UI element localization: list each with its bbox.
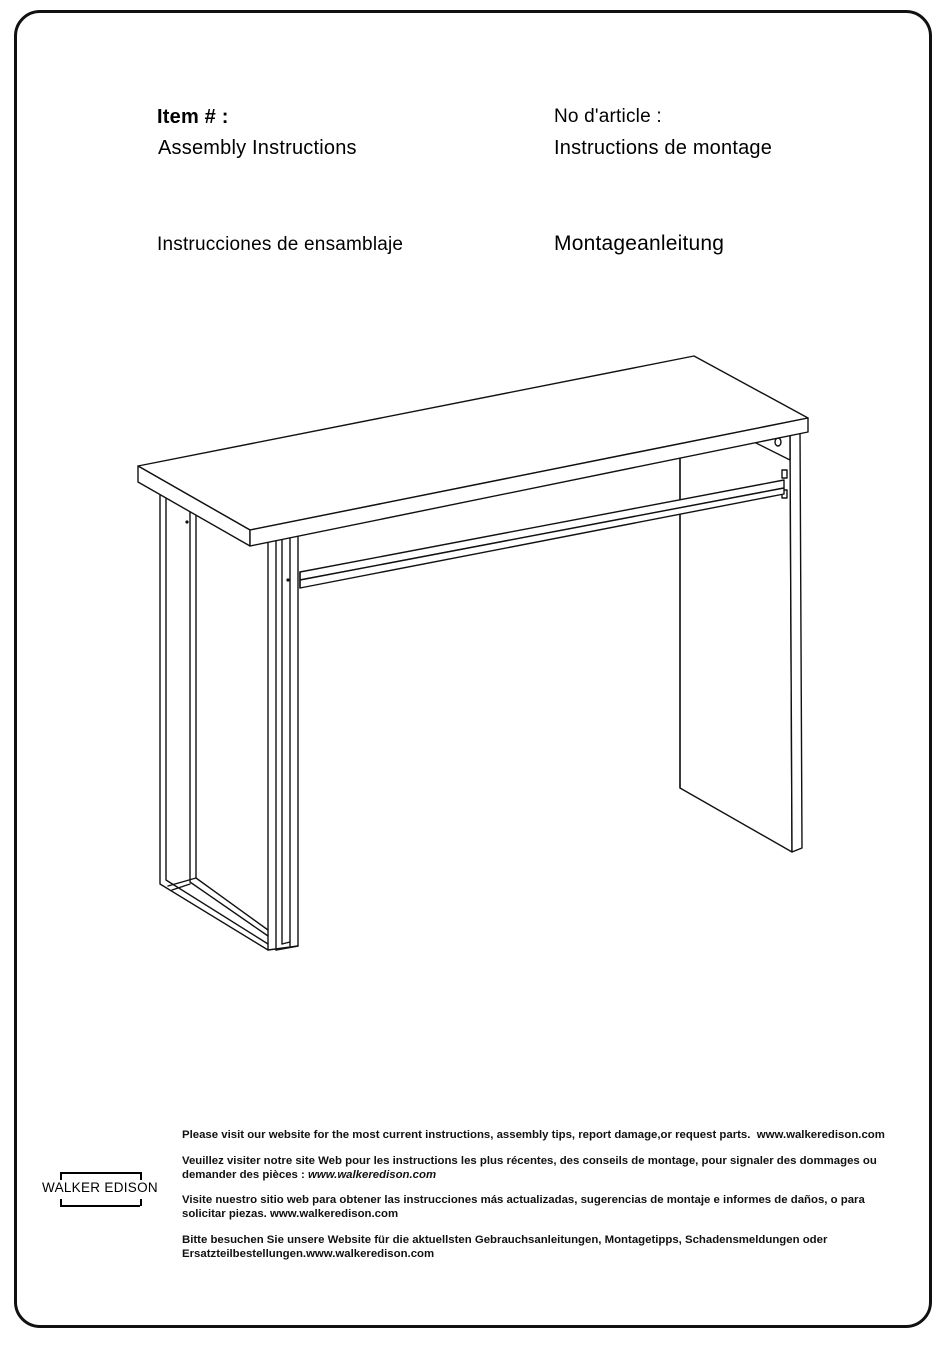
assembly-title-de: Montageanleitung <box>554 232 725 255</box>
footer-english <box>182 1128 910 1142</box>
assembly-title-fr: Instructions de montage <box>554 137 773 159</box>
item-number-label: Item # : <box>157 106 229 128</box>
website-link-de[interactable]: www.walkeredison.com <box>306 1248 435 1260</box>
article-number-label-fr: No d'article : <box>554 106 662 127</box>
footer-spanish-text: Visite nuestro sitio web para obtener las instrucciones más actualizadas, sugerencias de montaje e informes de daños, o para solicitar piezas. <box>182 1194 865 1220</box>
assembly-title-es: Instrucciones de ensamblaje <box>157 234 404 255</box>
website-link-es[interactable]: www.walkeredison.com <box>270 1208 399 1220</box>
footer-french <box>182 1154 910 1182</box>
footer-french-text: Veuillez visiter notre site Web pour les instructions les plus récentes, des conseils de montage, pour signaler des dommages ou demander des pièces : <box>182 1155 877 1181</box>
footer-german <box>182 1233 910 1261</box>
website-link-en[interactable]: www.walkeredison.com <box>756 1129 885 1141</box>
assembly-title-en: Assembly Instructions <box>158 137 357 159</box>
footer-english-text: Please visit our website for the most current instructions, assembly tips, report damage,or request parts. <box>182 1129 751 1141</box>
left-metal-frame <box>160 494 298 950</box>
footer-spanish <box>182 1193 910 1221</box>
walker-edison-logo <box>38 1172 162 1206</box>
website-link-fr[interactable]: www.walkeredison.com <box>308 1169 437 1181</box>
footer-german-text: Bitte besuchen Sie unsere Website für die aktuellsten Gebrauchsanleitungen, Montagetipps, Schadensmeldungen oder Ersatzteilbestellungen. <box>182 1234 828 1260</box>
logo-text: WALKER EDISON <box>42 1180 158 1195</box>
